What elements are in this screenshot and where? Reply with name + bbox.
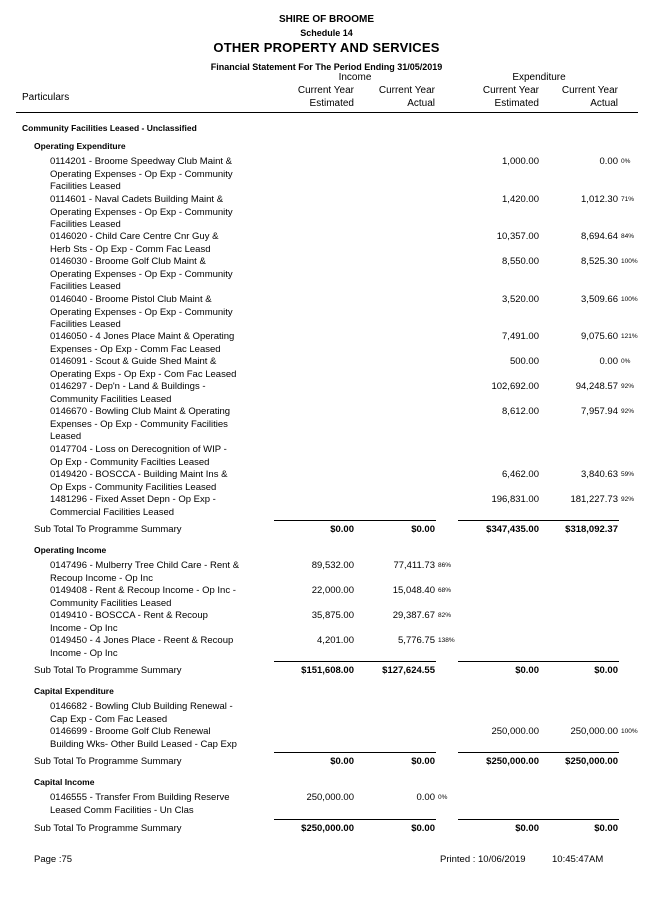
description-line: 0114201 - Broome Speedway Club Maint &	[50, 156, 233, 167]
description-line: Recoup Income - Op Inc	[50, 572, 153, 584]
description-line: Facilities Leased	[50, 281, 121, 292]
subtotal-expenditure-estimated: $250,000.00	[486, 756, 539, 767]
line-item-description	[50, 231, 265, 256]
section-title: Operating Expenditure	[34, 141, 126, 151]
description-line: Leased Comm Facilities - Un Clas	[50, 804, 194, 816]
subtotal-expenditure-estimated: $0.00	[515, 665, 539, 676]
header-line: Current Year	[297, 85, 354, 96]
subtotal-rule	[539, 752, 619, 753]
description-line: 0146555 - Transfer From Building Reserve	[50, 792, 230, 803]
line-item-description	[50, 294, 265, 332]
subtotal-rule	[274, 520, 355, 521]
subtotal-rule	[355, 819, 436, 820]
subtotal-rule	[458, 520, 540, 521]
section-title: Capital Expenditure	[34, 686, 114, 696]
percent-value: 0%	[438, 794, 448, 801]
line-item-description	[50, 610, 265, 635]
expenditure-actual-value: 94,248.57	[575, 381, 618, 392]
percent-value: 71%	[621, 196, 635, 203]
description-line: 0146297 - Dep'n - Land & Buildings -	[50, 381, 206, 392]
expenditure-actual-value: 0.00	[599, 156, 618, 167]
description-line: 1481296 - Fixed Asset Depn - Op Exp -	[50, 494, 216, 505]
description-line: Operating Exps - Op Exp - Com Fac Leased	[50, 368, 237, 380]
income-estimated-value: 22,000.00	[311, 585, 354, 596]
org-name: SHIRE OF BROOME	[278, 14, 374, 25]
line-item-description	[50, 560, 265, 585]
subtotal-rule	[539, 819, 619, 820]
description-line: Expenses - Op Exp - Comm Fac Leased	[50, 343, 221, 355]
expenditure-estimated-value: 7,491.00	[502, 331, 539, 342]
printed-time: 10:45:47AM	[552, 854, 604, 865]
category-title: Community Facilities Leased - Unclassified	[22, 123, 197, 133]
subtotal-expenditure-actual: $0.00	[594, 823, 618, 834]
line-item-description	[50, 585, 265, 610]
header-line: Actual	[407, 98, 435, 109]
description-line: Income - Op Inc	[50, 622, 118, 634]
expenditure-estimated-value: 6,462.00	[502, 469, 539, 480]
expenditure-estimated-value: 250,000.00	[491, 726, 539, 737]
header-line: Current Year	[482, 85, 539, 96]
description-line: 0147704 - Loss on Derecognition of WIP -	[50, 444, 227, 455]
income-estimated-value: 250,000.00	[306, 792, 354, 803]
description-line: 0147496 - Mulberry Tree Child Care - Rent &	[50, 560, 240, 571]
expenditure-actual-value: 8,525.30	[581, 256, 618, 267]
expenditure-estimated-value: 1,420.00	[502, 194, 539, 205]
description-line: 0146699 - Broome Golf Club Renewal	[50, 726, 211, 737]
income-actual-value: 0.00	[416, 792, 435, 803]
expenditure-actual-value: 0.00	[599, 356, 618, 367]
percent-value: 100%	[621, 728, 638, 735]
page-number: Page :75	[34, 854, 73, 865]
percent-value: 84%	[621, 233, 635, 240]
subtotal-expenditure-estimated: $347,435.00	[486, 524, 539, 535]
line-item-description	[50, 331, 265, 356]
subtotal-rule	[274, 819, 355, 820]
subtotal-rule	[539, 520, 619, 521]
line-item-description	[50, 444, 265, 469]
line-item-description	[50, 469, 265, 494]
line-item-description	[50, 701, 265, 726]
description-line: 0146020 - Child Care Centre Cnr Guy &	[50, 231, 219, 242]
description-line: 0146040 - Broome Pistol Club Maint &	[50, 294, 212, 305]
income-estimated-value: 89,532.00	[311, 560, 354, 571]
line-item-description	[50, 406, 265, 444]
subtotal-expenditure-actual: $318,092.37	[565, 524, 618, 535]
line-item-description	[50, 381, 265, 406]
report-period: Financial Statement For The Period Ending 31/05/2019	[210, 62, 443, 72]
header-line: Estimated	[494, 98, 539, 109]
header-line: Current Year	[378, 85, 435, 96]
description-line: Operating Expenses - Op Exp - Community	[50, 206, 233, 218]
subtotal-income-actual: $0.00	[411, 823, 435, 834]
line-item-description	[50, 194, 265, 232]
header-line: Actual	[590, 98, 618, 109]
expenditure-actual-value: 8,694.64	[581, 231, 618, 242]
description-line: 0146670 - Bowling Club Maint & Operating	[50, 406, 231, 417]
line-item-description	[50, 726, 265, 751]
income-estimated-value: 4,201.00	[317, 635, 354, 646]
description-line: Expenses - Op Exp - Community Facilities	[50, 418, 228, 430]
section-title: Operating Income	[34, 545, 107, 555]
expenditure-estimated-value: 8,550.00	[502, 256, 539, 267]
percent-value: 92%	[621, 408, 635, 415]
description-line: Cap Exp - Com Fac Leased	[50, 713, 168, 725]
line-item-description	[50, 256, 265, 294]
income-actual-value: 77,411.73	[393, 560, 435, 571]
subtotal-label: Sub Total To Programme Summary	[34, 665, 182, 676]
expenditure-estimated-value: 196,831.00	[491, 494, 539, 505]
subtotal-rule	[458, 819, 540, 820]
description-line: 0146030 - Broome Golf Club Maint &	[50, 256, 206, 267]
description-line: Operating Expenses - Op Exp - Community	[50, 268, 233, 280]
schedule-label: Schedule 14	[300, 28, 353, 38]
expenditure-group-header: Expenditure	[512, 72, 566, 83]
expenditure-estimated-value: 102,692.00	[491, 381, 539, 392]
income-actual-value: 15,048.40	[392, 585, 435, 596]
description-line: Operating Expenses - Op Exp - Community	[50, 306, 233, 318]
description-line: Herb Sts - Op Exp - Comm Fac Leasd	[50, 243, 211, 255]
description-line: 0149410 - BOSCCA - Rent & Recoup	[50, 610, 208, 621]
subtotal-income-estimated: $250,000.00	[301, 823, 354, 834]
line-item-description	[50, 792, 265, 817]
income-group-header: Income	[338, 72, 372, 83]
description-line: 0146091 - Scout & Guide Shed Maint &	[50, 356, 217, 367]
description-line: 0149450 - 4 Jones Place - Reent & Recoup	[50, 635, 234, 646]
header-line: Current Year	[561, 85, 618, 96]
expenditure-actual-value: 181,227.73	[570, 494, 618, 505]
description-line: Facilities Leased	[50, 181, 121, 192]
description-line: Community Facilities Leased	[50, 393, 172, 405]
description-line: Community Facilities Leased	[50, 597, 172, 609]
description-line: 0114601 - Naval Cadets Building Maint &	[50, 194, 224, 205]
subtotal-label: Sub Total To Programme Summary	[34, 823, 182, 834]
expenditure-actual-value: 7,957.94	[581, 406, 618, 417]
subtotal-rule	[355, 520, 436, 521]
description-line: Op Exp - Community Facilties Leased	[50, 456, 210, 468]
subtotal-expenditure-estimated: $0.00	[515, 823, 539, 834]
percent-value: 121%	[621, 333, 638, 340]
income-estimated-value: 35,875.00	[311, 610, 354, 621]
percent-value: 100%	[621, 296, 638, 303]
subtotal-label: Sub Total To Programme Summary	[34, 756, 182, 767]
expenditure-actual-value: 9,075.60	[581, 331, 618, 342]
subtotal-rule	[274, 661, 355, 662]
section-title: Capital Income	[34, 777, 95, 787]
subtotal-income-actual: $127,624.55	[382, 665, 435, 676]
line-item-description	[50, 494, 265, 519]
percent-value: 92%	[621, 383, 635, 390]
percent-value: 0%	[621, 358, 631, 365]
expenditure-actual-value: 1,012.30	[581, 194, 618, 205]
income-actual-value: 29,387.67	[392, 610, 435, 621]
subtotal-rule	[355, 661, 436, 662]
subtotal-rule	[458, 661, 540, 662]
description-line: Commercial Facilities Leased	[50, 506, 175, 518]
description-line: 0146682 - Bowling Club Building Renewal -	[50, 701, 233, 712]
description-line: 0146050 - 4 Jones Place Maint & Operating	[50, 331, 235, 342]
percent-value: 92%	[621, 496, 635, 503]
line-item-description	[50, 156, 265, 194]
description-line: Building Wks- Other Build Leased - Cap Exp	[50, 738, 237, 750]
percent-value: 86%	[438, 562, 452, 569]
line-item-description	[50, 356, 265, 381]
income-actual-value: 5,776.75	[398, 635, 435, 646]
description-line: 0149408 - Rent & Recoup Income - Op Inc -	[50, 585, 236, 596]
description-line: Op Exps - Community Facilities Leased	[50, 481, 217, 493]
subtotal-rule	[539, 661, 619, 662]
expenditure-estimated-value: 500.00	[509, 356, 539, 367]
printed-date: Printed : 10/06/2019	[440, 854, 526, 865]
description-line: Facilities Leased	[50, 319, 121, 330]
subtotal-rule	[355, 752, 436, 753]
percent-value: 0%	[621, 158, 631, 165]
subtotal-expenditure-actual: $250,000.00	[565, 756, 618, 767]
percent-value: 138%	[438, 637, 455, 644]
percent-value: 100%	[621, 258, 638, 265]
subtotal-income-actual: $0.00	[411, 756, 435, 767]
line-item-description	[50, 635, 265, 660]
expenditure-estimated-value: 3,520.00	[502, 294, 539, 305]
percent-value: 68%	[438, 587, 452, 594]
subtotal-income-estimated: $151,608.00	[301, 665, 354, 676]
expenditure-estimated-value: 10,357.00	[496, 231, 539, 242]
subtotal-rule	[274, 752, 355, 753]
header-line: Estimated	[309, 98, 354, 109]
expenditure-estimated-value: 8,612.00	[502, 406, 539, 417]
expenditure-actual-value: 3,509.66	[581, 294, 618, 305]
percent-value: 59%	[621, 471, 635, 478]
subtotal-income-actual: $0.00	[411, 524, 435, 535]
particulars-header: Particulars	[22, 92, 70, 103]
expenditure-actual-value: 250,000.00	[570, 726, 618, 737]
expenditure-actual-value: 3,840.63	[581, 469, 618, 480]
subtotal-income-estimated: $0.00	[330, 756, 354, 767]
subtotal-label: Sub Total To Programme Summary	[34, 524, 182, 535]
subtotal-expenditure-actual: $0.00	[594, 665, 618, 676]
subtotal-income-estimated: $0.00	[330, 524, 354, 535]
expenditure-estimated-value: 1,000.00	[502, 156, 539, 167]
percent-value: 82%	[438, 612, 452, 619]
report-title: OTHER PROPERTY AND SERVICES	[213, 40, 440, 55]
description-line: Facilities Leased	[50, 219, 121, 230]
description-line: 0149420 - BOSCCA - Building Maint Ins &	[50, 469, 228, 480]
description-line: Income - Op Inc	[50, 647, 118, 659]
subtotal-rule	[458, 752, 540, 753]
description-line: Operating Expenses - Op Exp - Community	[50, 168, 233, 180]
description-line: Leased	[50, 431, 82, 442]
